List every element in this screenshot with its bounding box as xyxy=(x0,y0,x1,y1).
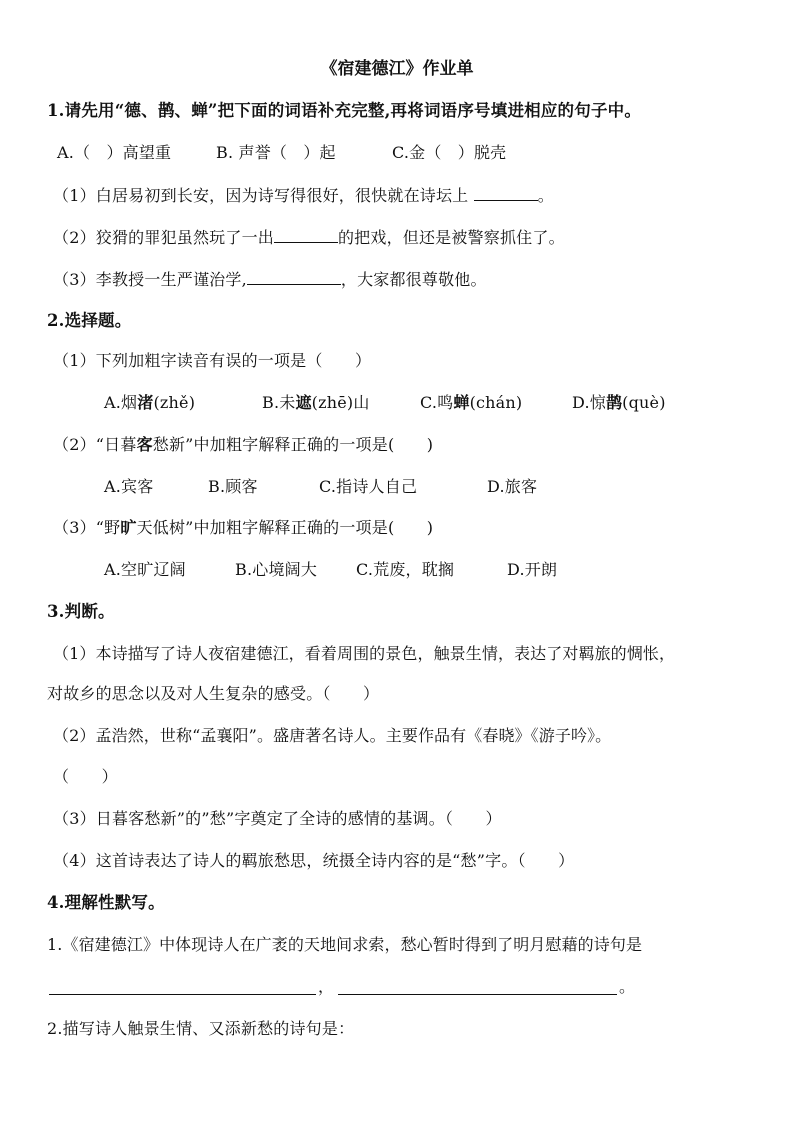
q1-heading: 1.请先用“德、鹊、蝉”把下面的词语补充完整,再将词语序号填进相应的句子中。 xyxy=(47,101,642,120)
q2-sub2-option-a: A.宾客 xyxy=(104,477,154,496)
q3-item-2-line-1: （2）孟浩然，世称“孟襄阳”。盛唐著名诗人。主要作品有《春晓》《游子吟》。 xyxy=(53,726,612,745)
q2-sub1-option-d: D.惊鹊(què) xyxy=(572,393,666,412)
q4-answer-line-1[interactable] xyxy=(49,994,316,995)
q4-item-1: 1.《宿建德江》中体现诗人在广袤的天地间求索，愁心暂时得到了明月慰藉的诗句是 xyxy=(47,935,643,954)
q1-item-1 xyxy=(53,184,554,207)
bold-char: 旷 xyxy=(120,518,137,537)
q2-sub2-stem: （2）“日暮客愁新”中加粗字解释正确的一项是( ) xyxy=(53,435,434,454)
q1-item-3-text: （3）李教授一生严谨治学, xyxy=(53,270,247,289)
q4-end-mark: 。 xyxy=(619,977,636,996)
q1-item-3 xyxy=(53,268,487,291)
bold-char: 遮 xyxy=(295,393,312,412)
q1-option-c: C.金（ ）脱壳 xyxy=(392,143,507,162)
q1-option-a: A.（ ）高望重 xyxy=(57,143,172,162)
bold-char: 蝉 xyxy=(453,393,470,412)
q1-item-1-blank[interactable] xyxy=(474,184,538,201)
q1-item-3-end: ，大家都很尊敬他。 xyxy=(340,270,487,289)
q1-item-1-end: 。 xyxy=(537,186,554,205)
q4-separator: ， xyxy=(318,977,335,996)
bold-char: 渚 xyxy=(137,393,154,412)
q3-item-1-line-1: （1）本诗描写了诗人夜宿建德江，看着周围的景色，触景生情，表达了对羁旅的惆怅， xyxy=(53,644,676,663)
q2-sub1-option-b: B.未遮(zhē)山 xyxy=(262,393,370,412)
q2-sub3-option-d: D.开朗 xyxy=(507,560,558,579)
bold-char: 客 xyxy=(136,435,153,454)
q2-sub1-option-a: A.烟渚(zhě) xyxy=(104,393,196,412)
q1-item-2-end: 的把戏，但还是被警察抓住了。 xyxy=(337,228,565,247)
q1-item-3-blank[interactable] xyxy=(247,268,341,285)
page-title: 《宿建德江》作业单 xyxy=(320,59,474,79)
q3-item-1-line-2: 对故乡的思念以及对人生复杂的感受。（ ） xyxy=(47,684,380,703)
q2-sub1-stem: （1）下列加粗字读音有误的一项是（ ） xyxy=(53,351,372,370)
q3-heading: 3.判断。 xyxy=(47,602,115,621)
q2-sub2-option-b: B.顾客 xyxy=(208,477,258,496)
q2-sub2-option-d: D.旅客 xyxy=(487,477,538,496)
q1-item-2-blank[interactable] xyxy=(274,226,338,243)
q1-item-2 xyxy=(53,226,565,249)
q2-sub3-stem: （3）“野旷天低树”中加粗字解释正确的一项是( ) xyxy=(53,518,434,537)
q2-sub1-option-c: C.鸣蝉(chán) xyxy=(420,393,523,412)
q1-item-1-text: （1）白居易初到长安，因为诗写得很好，很快就在诗坛上 xyxy=(53,186,469,205)
q3-item-3: （3）日暮客愁新”的”愁”字奠定了全诗的感情的基调。（ ） xyxy=(53,809,502,828)
q2-sub3-option-a: A.空旷辽阔 xyxy=(104,560,186,579)
q4-item-2: 2.描写诗人触景生情、又添新愁的诗句是： xyxy=(47,1019,355,1038)
q2-sub2-option-c: C.指诗人自己 xyxy=(319,477,418,496)
q1-item-2-text: （2）狡猾的罪犯虽然玩了一出 xyxy=(53,228,274,247)
q3-item-2-line-2: （ ） xyxy=(53,767,118,786)
q4-answer-line-2[interactable] xyxy=(338,994,617,995)
q3-item-4: （4）这首诗表达了诗人的羁旅愁思，统摄全诗内容的是“愁”字。（ ） xyxy=(53,851,575,870)
q2-heading: 2.选择题。 xyxy=(47,311,132,330)
q2-sub3-option-c: C.荒废，耽搁 xyxy=(356,560,455,579)
q4-heading: 4.理解性默写。 xyxy=(47,893,165,912)
bold-char: 鹊 xyxy=(605,393,623,412)
q1-option-b: B. 声誉（ ）起 xyxy=(216,143,336,162)
q2-sub3-option-b: B.心境阔大 xyxy=(235,560,318,579)
